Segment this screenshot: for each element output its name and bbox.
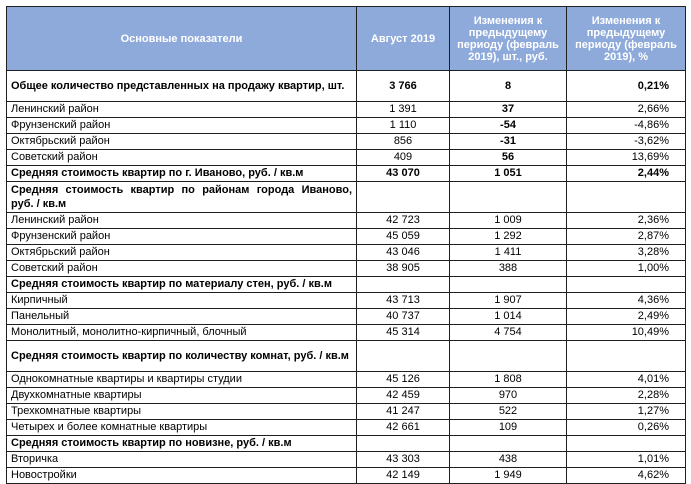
row-change: [450, 341, 567, 372]
row-value: 40 737: [357, 309, 450, 325]
row-label: Ленинский район: [7, 213, 357, 229]
row-label: Однокомнатные квартиры и квартиры студии: [7, 372, 357, 388]
row-change: 1 411: [450, 245, 567, 261]
row-value: 856: [357, 134, 450, 150]
row-change: 37: [450, 102, 567, 118]
section-row: [7, 436, 686, 452]
row-change-pct: 4,62%: [567, 468, 686, 484]
row-label: Средняя стоимость квартир по г. Иваново, руб. / кв.м: [7, 166, 357, 182]
row-change: 8: [450, 71, 567, 102]
header-indicators: Основные показатели: [7, 7, 357, 71]
row-label: Общее количество представленных на продажу квартир, шт.: [7, 71, 357, 102]
row-label: Монолитный, монолитно-кирпичный, блочный: [7, 325, 357, 341]
row-label: Новостройки: [7, 468, 357, 484]
row-change-pct: 0,26%: [567, 420, 686, 436]
table-row: [7, 245, 686, 261]
table-row: [7, 388, 686, 404]
row-change: 1 808: [450, 372, 567, 388]
row-change-pct: 13,69%: [567, 150, 686, 166]
section-label: Средняя стоимость квартир по количеству комнат, руб. / кв.м: [7, 341, 357, 372]
row-change-pct: 4,36%: [567, 293, 686, 309]
table-row: [7, 102, 686, 118]
row-value: [357, 182, 450, 213]
row-change-pct: -3,62%: [567, 134, 686, 150]
row-change: 109: [450, 420, 567, 436]
row-change: 1 907: [450, 293, 567, 309]
row-value: 42 459: [357, 388, 450, 404]
row-change: [450, 182, 567, 213]
row-value: 3 766: [357, 71, 450, 102]
row-label: Панельный: [7, 309, 357, 325]
row-label: Четырех и более комнатные квартиры: [7, 420, 357, 436]
row-change-pct: [567, 277, 686, 293]
row-change: 970: [450, 388, 567, 404]
row-value: 1 110: [357, 118, 450, 134]
row-label: Советский район: [7, 150, 357, 166]
row-label: Фрунзенский район: [7, 229, 357, 245]
row-value: 45 059: [357, 229, 450, 245]
row-change: 438: [450, 452, 567, 468]
row-change-pct: [567, 341, 686, 372]
row-value: 43 070: [357, 166, 450, 182]
header-row: [7, 7, 686, 71]
row-change: 4 754: [450, 325, 567, 341]
row-change-pct: 2,66%: [567, 102, 686, 118]
table-row: [7, 452, 686, 468]
row-label: Фрунзенский район: [7, 118, 357, 134]
row-label: Вторичка: [7, 452, 357, 468]
row-change: 1 009: [450, 213, 567, 229]
table-row: [7, 229, 686, 245]
row-value: 45 314: [357, 325, 450, 341]
table-row: [7, 404, 686, 420]
row-change-pct: 2,44%: [567, 166, 686, 182]
row-value: 38 905: [357, 261, 450, 277]
row-value: 43 046: [357, 245, 450, 261]
row-change-pct: 2,87%: [567, 229, 686, 245]
row-change: [450, 277, 567, 293]
row-label: Октябрьский район: [7, 134, 357, 150]
row-change: 56: [450, 150, 567, 166]
row-label: Октябрьский район: [7, 245, 357, 261]
row-change-pct: [567, 436, 686, 452]
row-value: 409: [357, 150, 450, 166]
table-row: [7, 261, 686, 277]
row-change-pct: 2,28%: [567, 388, 686, 404]
row-label: Трехкомнатные квартиры: [7, 404, 357, 420]
row-label: Ленинский район: [7, 102, 357, 118]
section-label: Средняя стоимость квартир по материалу стен, руб. / кв.м: [7, 277, 357, 293]
row-change-pct: 3,28%: [567, 245, 686, 261]
row-value: 1 391: [357, 102, 450, 118]
row-change-pct: 4,01%: [567, 372, 686, 388]
header-august: Август 2019: [357, 7, 450, 71]
row-change: 1 949: [450, 468, 567, 484]
row-change-pct: 2,36%: [567, 213, 686, 229]
table-row: [7, 71, 686, 102]
section-label: Средняя стоимость квартир по районам города Иваново, руб. / кв.м: [7, 182, 357, 213]
section-row: [7, 182, 686, 213]
row-value: 41 247: [357, 404, 450, 420]
header-change-abs: Изменения к предыдущему периоду (февраль 2019), шт., руб.: [450, 7, 567, 71]
header-change-pct: Изменения к предыдущему периоду (февраль 2019), %: [567, 7, 686, 71]
row-change: [450, 436, 567, 452]
row-change: 1 292: [450, 229, 567, 245]
row-value: [357, 436, 450, 452]
row-value: 42 149: [357, 468, 450, 484]
row-value: [357, 277, 450, 293]
row-value: 43 303: [357, 452, 450, 468]
table-row: [7, 325, 686, 341]
row-change-pct: 10,49%: [567, 325, 686, 341]
row-value: [357, 341, 450, 372]
row-label: Кирпичный: [7, 293, 357, 309]
table-row: [7, 134, 686, 150]
table-row: [7, 309, 686, 325]
table-row: [7, 420, 686, 436]
table-row: [7, 150, 686, 166]
row-label: Советский район: [7, 261, 357, 277]
table-row: [7, 213, 686, 229]
row-change: -31: [450, 134, 567, 150]
section-row: [7, 341, 686, 372]
row-change-pct: [567, 182, 686, 213]
row-value: 42 723: [357, 213, 450, 229]
row-change: 522: [450, 404, 567, 420]
row-value: 45 126: [357, 372, 450, 388]
table-row: [7, 468, 686, 484]
table-row: [7, 118, 686, 134]
row-change-pct: 1,01%: [567, 452, 686, 468]
row-change-pct: -4,86%: [567, 118, 686, 134]
row-change: 388: [450, 261, 567, 277]
real-estate-table: [6, 6, 686, 484]
row-change: -54: [450, 118, 567, 134]
section-label: Средняя стоимость квартир по новизне, руб. / кв.м: [7, 436, 357, 452]
row-change: 1 051: [450, 166, 567, 182]
row-change: 1 014: [450, 309, 567, 325]
row-change-pct: 0,21%: [567, 71, 686, 102]
row-label: Двухкомнатные квартиры: [7, 388, 357, 404]
row-change-pct: 1,27%: [567, 404, 686, 420]
section-row: [7, 277, 686, 293]
row-value: 42 661: [357, 420, 450, 436]
row-change-pct: 1,00%: [567, 261, 686, 277]
table-row: [7, 372, 686, 388]
table-row: [7, 166, 686, 182]
table-row: [7, 293, 686, 309]
row-value: 43 713: [357, 293, 450, 309]
row-change-pct: 2,49%: [567, 309, 686, 325]
